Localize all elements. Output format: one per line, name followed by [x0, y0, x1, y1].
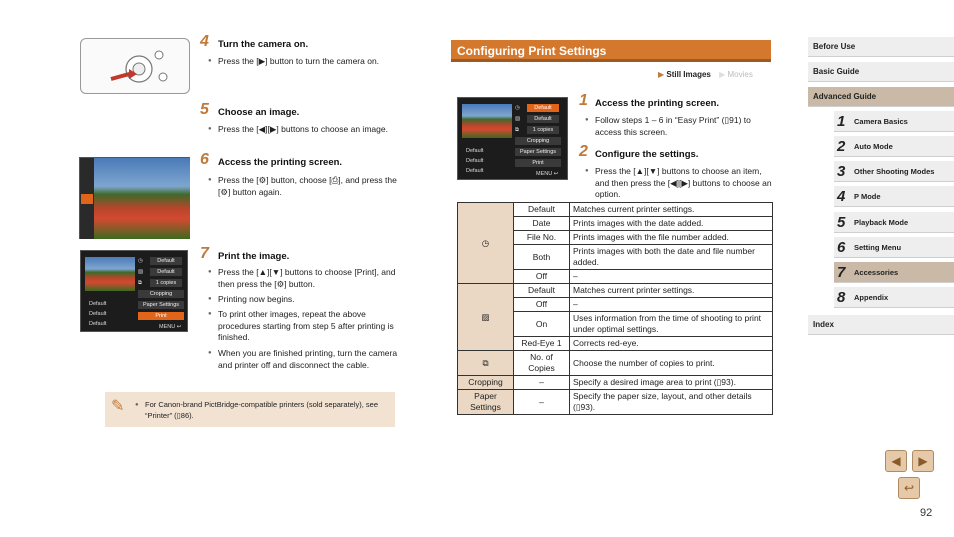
chapter-label: Accessories — [854, 268, 899, 277]
sidebar-chapter-7[interactable] — [834, 262, 954, 283]
screen-icon-date: ◷ — [515, 105, 520, 111]
step-4-title: Turn the camera on. — [218, 39, 309, 50]
table-cell: Prints images with both the date and file number added. — [570, 245, 773, 270]
table-row — [458, 376, 773, 390]
table-cell: – — [514, 390, 570, 415]
arrow-left-icon: ◀ — [891, 454, 901, 468]
step-7-bullet: ● When you are finished printing, turn the camera and printer off and disconnect the cable. — [208, 348, 398, 371]
chapter-label: Setting Menu — [854, 243, 902, 252]
chapter-number: 5 — [837, 214, 846, 231]
screen-icon-date: ◷ — [138, 258, 143, 264]
table-cell: Prints images with the date added. — [570, 217, 773, 231]
screen-label: Default — [89, 321, 107, 327]
step-4-bullet: ● Press the [▶] button to turn the camera on. — [208, 56, 398, 68]
screen-item-selected: Default — [527, 104, 559, 112]
screen-icon-copies: ⧉ — [515, 127, 519, 133]
table-cell: Off — [514, 298, 570, 312]
table-cell: Choose the number of copies to print. — [570, 351, 773, 376]
chapter-label: Auto Mode — [854, 142, 893, 151]
step-1-title: Access the printing screen. — [595, 98, 720, 109]
sidebar-item-before-use[interactable]: Before Use — [808, 37, 954, 57]
step-6-title: Access the printing screen. — [218, 157, 343, 168]
table-cell: – — [570, 298, 773, 312]
screen-menu-label: MENU ↩ — [159, 324, 182, 330]
sidebar-item-basic-guide[interactable]: Basic Guide — [808, 62, 954, 82]
screen-icon-print: ▨ — [515, 116, 521, 122]
mode-movies: Movies — [727, 70, 753, 79]
screen-item: Paper Settings — [515, 148, 561, 156]
settings-table — [457, 202, 773, 415]
step-1-number: 1 — [579, 92, 588, 109]
print-effect-icon: ▨ — [458, 284, 514, 351]
chapter-number: 8 — [837, 289, 846, 306]
chapter-label: Other Shooting Modes — [854, 167, 935, 176]
screen-icon-copies: ⧉ — [138, 280, 142, 286]
table-cell: Uses information from the time of shooting to print under optimal settings. — [570, 312, 773, 337]
print-screen-step7 — [80, 250, 188, 332]
table-cell: Specify a desired image area to print (▯93). — [570, 376, 773, 390]
step-6-bullet: ● Press the [⚙] button, choose [⎙], and press the [⚙] button again. — [208, 175, 398, 198]
note-box — [105, 392, 395, 427]
screen-item: Default — [150, 257, 182, 265]
step-2-bullet: ● Press the [▲][▼] buttons to choose an item, and then press the [◀][▶] buttons to choose an option. — [585, 166, 775, 201]
screen-item: Print — [515, 159, 561, 167]
chapter-number: 4 — [837, 188, 846, 205]
table-row — [458, 203, 773, 217]
table-cell: Date — [514, 217, 570, 231]
mode-still: Still Images — [666, 70, 711, 79]
step-2-number: 2 — [579, 143, 588, 160]
screen-item-selected: Print — [138, 312, 184, 320]
return-icon: ↩ — [903, 481, 915, 495]
table-row — [458, 390, 773, 415]
copies-icon: ⧉ — [458, 351, 514, 376]
sidebar-chapter-5[interactable] — [834, 212, 954, 233]
play-arrow-icon: ▶ — [719, 70, 726, 79]
mode-indicator — [658, 70, 753, 79]
table-cell: Off — [514, 270, 570, 284]
pencil-icon: ✎ — [111, 398, 125, 415]
step-7-bullet: ● Press the [▲][▼] buttons to choose [Print], and then press the [⚙] button. — [208, 267, 398, 290]
arrow-right-icon: ▶ — [918, 454, 928, 468]
sidebar-item-advanced-guide[interactable]: Advanced Guide — [808, 87, 954, 107]
table-cell: No. of Copies — [514, 351, 570, 376]
table-cell: Both — [514, 245, 570, 270]
screen-item: Cropping — [515, 137, 561, 145]
step-5-bullet: ● Press the [◀][▶] buttons to choose an image. — [208, 124, 398, 136]
table-cell: File No. — [514, 231, 570, 245]
sidebar-chapter-6[interactable] — [834, 237, 954, 258]
screen-item: 1 copies — [150, 279, 182, 287]
table-cell: Matches current printer settings. — [570, 203, 773, 217]
sidebar-item-index[interactable]: Index — [808, 315, 954, 335]
chapter-label: Playback Mode — [854, 218, 909, 227]
table-cell: Default — [514, 284, 570, 298]
chapter-label: Appendix — [854, 293, 889, 302]
screen-item: Default — [150, 268, 182, 276]
table-row — [458, 284, 773, 298]
play-arrow-icon: ▶ — [658, 70, 665, 79]
sidebar-chapter-3[interactable] — [834, 161, 954, 182]
chapter-number: 6 — [837, 239, 846, 256]
chapter-number: 3 — [837, 163, 846, 180]
screen-icon-print: ▨ — [138, 269, 144, 275]
chapter-number: 1 — [837, 113, 846, 130]
table-cell: Default — [514, 203, 570, 217]
step-4-number: 4 — [200, 33, 209, 50]
table-cell: Paper Settings — [458, 390, 514, 415]
print-screen — [457, 97, 568, 180]
table-cell: Specify the paper size, layout, and other details (▯93). — [570, 390, 773, 415]
prev-page-button[interactable] — [885, 450, 907, 472]
section-title: Configuring Print Settings — [457, 44, 607, 58]
table-cell: – — [514, 376, 570, 390]
step-5-number: 5 — [200, 101, 209, 118]
table-cell: – — [570, 270, 773, 284]
screen-item: Default — [527, 115, 559, 123]
table-cell: Matches current printer settings. — [570, 284, 773, 298]
table-cell: Prints images with the file number added. — [570, 231, 773, 245]
chapter-number: 2 — [837, 138, 846, 155]
table-row — [458, 351, 773, 376]
table-cell: Corrects red-eye. — [570, 337, 773, 351]
note-text: ● For Canon-brand PictBridge-compatible printers (sold separately), see “Printer” (▯86). — [135, 400, 390, 421]
step-7-number: 7 — [200, 245, 209, 262]
chapter-label: P Mode — [854, 192, 881, 201]
screen-label: Default — [466, 158, 484, 164]
table-cell: Cropping — [458, 376, 514, 390]
screen-label: Default — [466, 148, 484, 154]
screen-label: Default — [89, 301, 107, 307]
return-button[interactable] — [898, 477, 920, 499]
step-1-bullet: ● Follow steps 1 – 6 in “Easy Print” (▯91) to access this screen. — [585, 115, 775, 138]
playback-screen-image — [79, 157, 190, 239]
screen-item: 1 copies — [527, 126, 559, 134]
sidebar-chapter-4[interactable] — [834, 186, 954, 207]
screen-menu-label: MENU ↩ — [536, 171, 559, 177]
sidebar-chapter-8[interactable] — [834, 287, 954, 308]
section-header — [451, 40, 771, 62]
sidebar-chapter-2[interactable] — [834, 136, 954, 157]
screen-label: Default — [466, 168, 484, 174]
table-cell: Red-Eye 1 — [514, 337, 570, 351]
screen-item: Paper Settings — [138, 301, 184, 309]
chapter-label: Camera Basics — [854, 117, 908, 126]
step-7-title: Print the image. — [218, 251, 290, 262]
step-6-number: 6 — [200, 151, 209, 168]
page-number: 92 — [920, 507, 933, 519]
chapter-number: 7 — [837, 264, 846, 281]
step-7-bullet: ● Printing now begins. — [208, 294, 398, 306]
screen-label: Default — [89, 311, 107, 317]
date-icon: ◷ — [458, 203, 514, 284]
camera-illustration — [80, 38, 190, 94]
step-7-bullet: ● To print other images, repeat the above procedures starting from step 5 after printing is finished. — [208, 309, 398, 344]
sidebar-chapter-1[interactable] — [834, 111, 954, 132]
table-cell: On — [514, 312, 570, 337]
camera-dial-icon — [81, 39, 191, 95]
screen-item: Cropping — [138, 290, 184, 298]
next-page-button[interactable] — [912, 450, 934, 472]
step-5-title: Choose an image. — [218, 107, 300, 118]
step-2-title: Configure the settings. — [595, 149, 699, 160]
